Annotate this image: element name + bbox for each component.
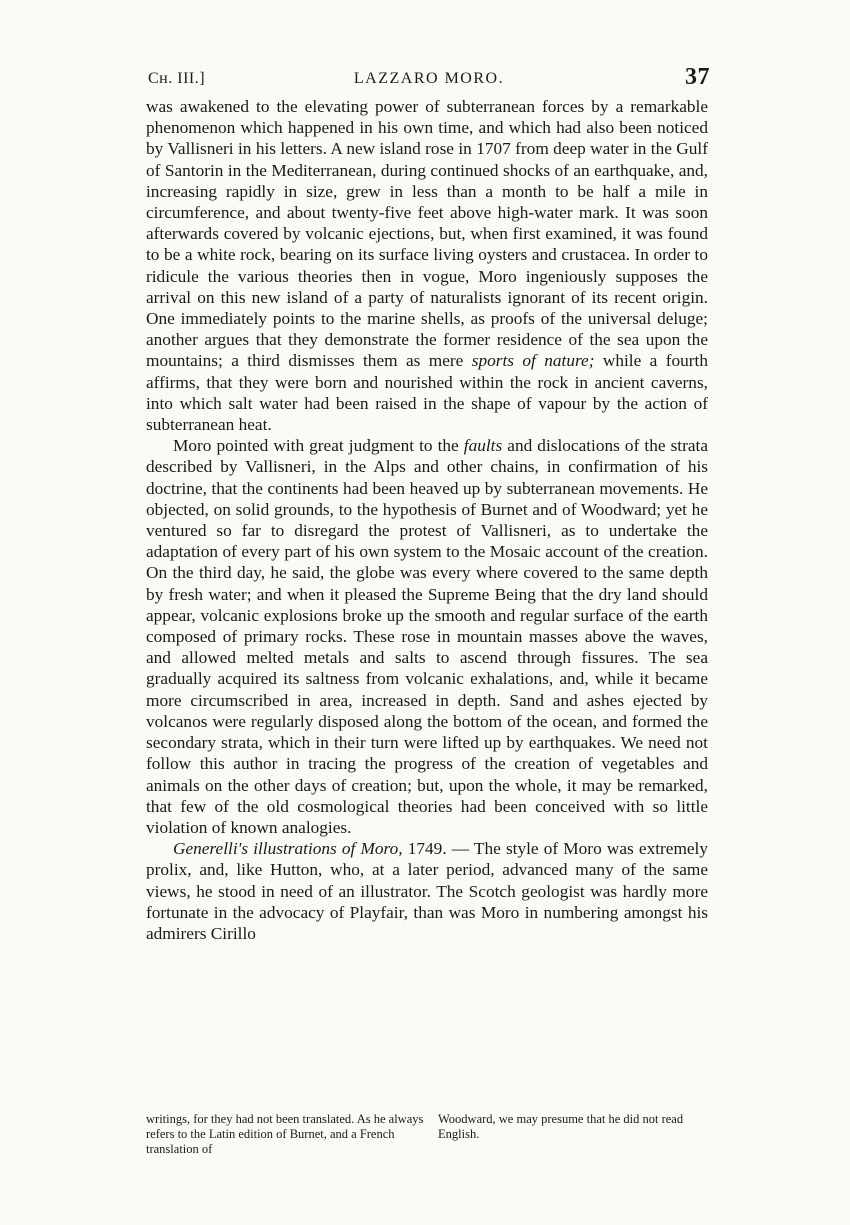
paragraph: [146, 435, 708, 838]
italic-text: faults: [463, 436, 503, 456]
running-title: LAZZARO MORO.: [353, 70, 505, 87]
text-run: 1749. — The style of Moro was extremely prolix, and, like Hutton, who, at a later period, advanced many of the same views, he stood in need of an illustrator. The Scotch geologist was hardly more fortunate in the advocacy of Playfair, than was Moro in numbering amongst his admirers Cirillo: [146, 839, 708, 943]
body-text: [146, 96, 708, 944]
running-header: [148, 64, 710, 92]
paragraph: [146, 838, 708, 944]
text-run: and dislocations of the strata described by Vallisneri, in the Alps and other chains, in confirmation of his doctrine, that the continents had been heaved up by subterranean movements. He objected, on solid grounds, to the hypothesis of Burnet and of Woodward; yet he ventured so far to disregard the protest of Vallisneri, as to undertake the adaptation of every part of his own system to the Mosaic account of the creation. On the third day, he said, the globe was every where covered to the same depth by fresh water; and when it pleased the Supreme Being that the dry land should appear, volcanic explosions broke up the smooth and regular surface of the earth composed of primary rocks. These rose in mountain masses above the waves, and allowed melted metals and salts to ascend through fissures. The sea gradually acquired its saltness from volcanic exhalations, and, while it became more circumscribed in area, increased in depth. Sand and ashes ejected by volcanos were regularly disposed along the bottom of the ocean, and formed the secondary strata, which in their turn were lifted up by earthquakes. We need not follow this author in tracing the progress of the creation of vegetables and animals on the other days of creation; but, upon the whole, it may be remarked, that few of the old cosmological theories had been conceived with so little violation of known analogies.: [146, 436, 708, 837]
text-run: while a fourth affirms, that they were born and nourished within the rock in ancient caverns, into which salt water had been raised in the shape of vapour by the action of subterranean heat.: [146, 351, 708, 435]
footnote-right-column: Woodward, we may presume that he did not read English.: [438, 1112, 684, 1141]
page-number: 37: [685, 64, 710, 90]
italic-text: sports of nature;: [471, 351, 595, 371]
footnote-left-column: writings, for they had not been translated. As he always refers to the Latin edition of Burnet, and a French translation of: [146, 1112, 424, 1156]
paragraph: [146, 96, 708, 435]
italic-text: Generelli's illustrations of Moro,: [173, 839, 403, 859]
text-run: was awakened to the elevating power of subterranean forces by a remarkable phenomenon which happened in his own time, and which had also been noticed by Vallisneri in his letters. A new island rose in 1707 from deep water in the Gulf of Santorin in the Mediterranean, during continued shocks of an earthquake, and, increasing rapidly in size, grew in less than a month to be half a mile in circumference, and about twenty-five feet above high-water mark. It was soon afterwards covered by volcanic ejections, but, when first examined, it was found to be a white rock, bearing on its surface living oysters and crustacea. In order to ridicule the various theories then in vogue, Moro ingeniously supposes the arrival on this new island of a party of naturalists ignorant of its recent origin. One immediately points to the marine shells, as proofs of the universal deluge; another argues that they demonstrate the former residence of the sea upon the mountains; a third dismisses them as mere: [146, 97, 708, 371]
chapter-marker: Cʜ. III.]: [148, 70, 206, 87]
text-run: Moro pointed with great judgment to the: [173, 436, 464, 456]
